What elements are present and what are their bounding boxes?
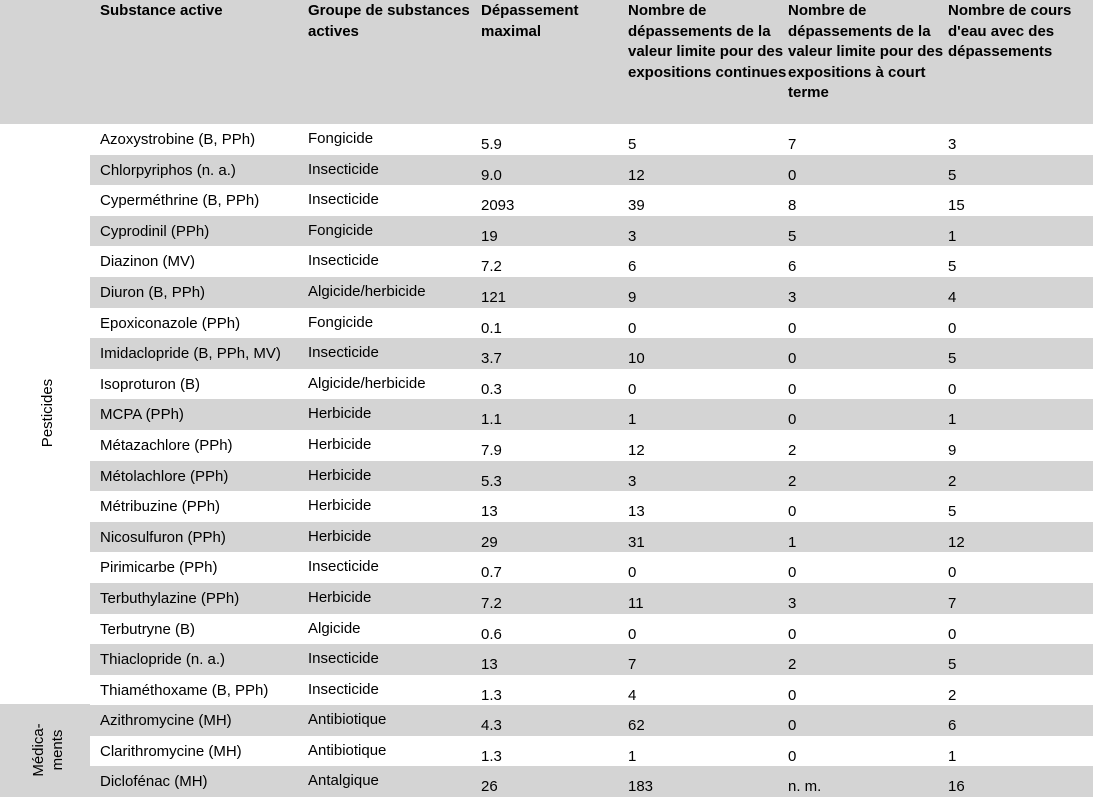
cell-max: 2093 [481,197,515,215]
cell-short-term: n. m. [788,778,822,796]
cell-max: 1.3 [481,747,502,765]
group-label-medicaments [29,723,67,776]
cell-continuous: 1 [628,411,637,429]
table-row [0,766,1093,797]
cell-short-term: 0 [788,503,797,521]
cell-streams: 0 [948,625,957,643]
cell-short-term: 0 [788,166,797,184]
cell-substance: Azithromycine (MH) [100,712,232,730]
cell-continuous: 6 [628,258,637,276]
cell-max: 7.2 [481,594,502,612]
table-row [0,583,1093,614]
cell-group: Algicide/herbicide [308,374,426,392]
cell-max: 0.7 [481,564,502,582]
cell-short-term: 0 [788,686,797,704]
cell-streams: 1 [948,411,957,429]
cell-group: Insecticide [308,160,379,178]
table-header [0,0,1093,124]
table-row [0,552,1093,583]
cell-streams: 2 [948,686,957,704]
cell-group: Herbicide [308,527,372,545]
cell-max: 121 [481,288,507,306]
cell-max: 1.3 [481,686,502,704]
cell-max: 0.6 [481,625,502,643]
cell-substance: Terbuthylazine (PPh) [100,589,240,607]
cell-substance: Pirimicarbe (PPh) [100,559,218,577]
cell-streams: 16 [948,778,965,796]
cell-streams: 12 [948,533,965,551]
cell-short-term: 0 [788,380,797,398]
cell-short-term: 0 [788,564,797,582]
cell-streams: 15 [948,197,965,215]
cell-max: 0.1 [481,319,502,337]
cell-substance: Imidaclopride (B, PPh, MV) [100,345,281,363]
cell-substance: Diuron (B, PPh) [100,283,206,301]
header-continuous: Nombre de dépassements de la valeur limite pour des expositions continues [628,2,787,81]
table-body [0,124,1093,797]
cell-streams: 0 [948,319,957,337]
cell-streams: 5 [948,258,957,276]
cell-substance: Diazinon (MV) [100,253,196,271]
cell-group: Insecticide [308,650,379,668]
cell-streams: 5 [948,350,957,368]
cell-max: 5.3 [481,472,502,490]
table-row [0,277,1093,308]
cell-continuous: 11 [628,594,644,612]
cell-short-term: 3 [788,288,797,306]
cell-max: 7.9 [481,441,502,459]
cell-group: Insecticide [308,191,379,209]
header-max: Dépassement maximal [481,2,579,40]
cell-max: 5.9 [481,136,502,153]
cell-group: Herbicide [308,588,372,606]
cell-short-term: 8 [788,197,797,215]
cell-streams: 0 [948,380,957,398]
cell-substance: Thiaméthoxame (B, PPh) [100,681,269,699]
cell-continuous: 12 [628,441,645,459]
cell-short-term: 5 [788,227,797,245]
header-streams: Nombre de cours d'eau avec des dépassements [948,2,1072,60]
cell-group: Insecticide [308,558,379,576]
cell-short-term: 7 [788,136,797,153]
table-row [0,399,1093,430]
cell-continuous: 0 [628,319,637,337]
cell-short-term: 0 [788,350,797,368]
table-row [0,614,1093,645]
table-row [0,736,1093,767]
cell-continuous: 13 [628,503,645,521]
cell-substance: Cyperméthrine (B, PPh) [100,192,260,210]
cell-substance: Métazachlore (PPh) [100,436,233,454]
cell-continuous: 10 [628,350,645,368]
cell-substance: MCPA (PPh) [100,406,184,424]
table-row [0,216,1093,247]
group-label-medicaments-line1: Médica- [30,723,47,777]
cell-streams: 7 [948,594,957,612]
cell-continuous: 62 [628,717,645,735]
cell-substance: Cyprodinil (PPh) [100,222,210,240]
cell-max: 7.2 [481,258,502,276]
cell-streams: 5 [948,503,957,521]
cell-short-term: 0 [788,717,797,735]
cell-group: Herbicide [308,466,372,484]
cell-group: Antalgique [308,772,379,790]
cell-max: 1.1 [481,411,502,429]
cell-substance: Epoxiconazole (PPh) [100,314,241,332]
cell-max: 13 [481,656,498,674]
cell-group: Herbicide [308,435,372,453]
cell-substance: Métribuzine (PPh) [100,498,221,516]
table-row [0,491,1093,522]
cell-continuous: 12 [628,166,645,184]
cell-continuous: 1 [628,747,637,765]
cell-short-term: 0 [788,747,797,765]
cell-short-term: 2 [788,656,797,674]
cell-max: 29 [481,533,498,551]
table-row [0,246,1093,277]
cell-continuous: 31 [628,533,645,551]
cell-max: 13 [481,503,498,521]
cell-streams: 1 [948,227,957,245]
cell-streams: 5 [948,656,957,674]
table-row [0,338,1093,369]
cell-continuous: 0 [628,625,637,643]
cell-group: Algicide/herbicide [308,282,426,300]
cell-continuous: 0 [628,380,637,398]
cell-continuous: 0 [628,564,637,582]
table-row [0,369,1093,400]
cell-short-term: 0 [788,319,797,337]
cell-group: Fongicide [308,130,374,147]
cell-streams: 1 [948,747,957,765]
cell-group: Antibiotique [308,711,387,729]
table-row [0,308,1093,339]
table-row [0,430,1093,461]
cell-streams: 5 [948,166,957,184]
table-row [0,675,1093,706]
cell-continuous: 39 [628,197,645,215]
group-label-medicaments-line2: ments [49,729,66,771]
cell-continuous: 5 [628,136,637,153]
cell-streams: 4 [948,288,957,306]
cell-substance: Terbutryne (B) [100,620,196,638]
cell-group: Insecticide [308,252,379,270]
cell-streams: 9 [948,441,957,459]
cell-streams: 0 [948,564,957,582]
group-label-pesticides: Pesticides [39,378,56,448]
cell-group: Algicide [308,619,361,637]
cell-streams: 2 [948,472,957,490]
cell-max: 26 [481,778,498,796]
cell-substance: Nicosulfuron (PPh) [100,528,226,546]
cell-substance: Métolachlore (PPh) [100,467,229,485]
cell-substance: Azoxystrobine (B, PPh) [100,131,256,148]
cell-continuous: 3 [628,472,637,490]
cell-group: Insecticide [308,344,379,362]
cell-continuous: 9 [628,288,637,306]
cell-group: Herbicide [308,497,372,515]
cell-group: Antibiotique [308,741,387,759]
cell-max: 4.3 [481,717,502,735]
cell-substance: Clarithromycine (MH) [100,742,242,760]
cell-short-term: 3 [788,594,797,612]
cell-short-term: 2 [788,441,797,459]
header-group: Groupe de substances actives [308,2,470,40]
cell-short-term: 2 [788,472,797,490]
table-row [0,155,1093,186]
table-row [0,124,1093,155]
table-row [0,522,1093,553]
table-row [0,644,1093,675]
cell-max: 19 [481,227,498,245]
cell-max: 3.7 [481,350,502,368]
table-row [0,461,1093,492]
cell-group: Herbicide [308,405,372,423]
table-row [0,705,1093,736]
cell-continuous: 3 [628,227,637,245]
cell-substance: Thiaclopride (n. a.) [100,651,226,669]
cell-continuous: 7 [628,656,637,674]
cell-group: Fongicide [308,221,374,239]
cell-substance: Isoproturon (B) [100,375,201,393]
cell-streams: 3 [948,136,957,153]
cell-group: Insecticide [308,680,379,698]
cell-continuous: 4 [628,686,637,704]
cell-short-term: 1 [788,533,797,551]
cell-max: 0.3 [481,380,502,398]
cell-substance: Chlorpyriphos (n. a.) [100,161,236,179]
cell-continuous: 183 [628,778,654,796]
cell-short-term: 0 [788,411,797,429]
cell-streams: 6 [948,717,957,735]
cell-substance: Diclofénac (MH) [100,773,208,791]
cell-short-term: 0 [788,625,797,643]
header-substance: Substance active [100,2,223,19]
cell-group: Fongicide [308,313,374,331]
header-short-term: Nombre de dépassements de la valeur limite pour des expositions à court terme [788,2,944,101]
cell-short-term: 6 [788,258,797,276]
table-row [0,185,1093,216]
cell-max: 9.0 [481,166,502,184]
